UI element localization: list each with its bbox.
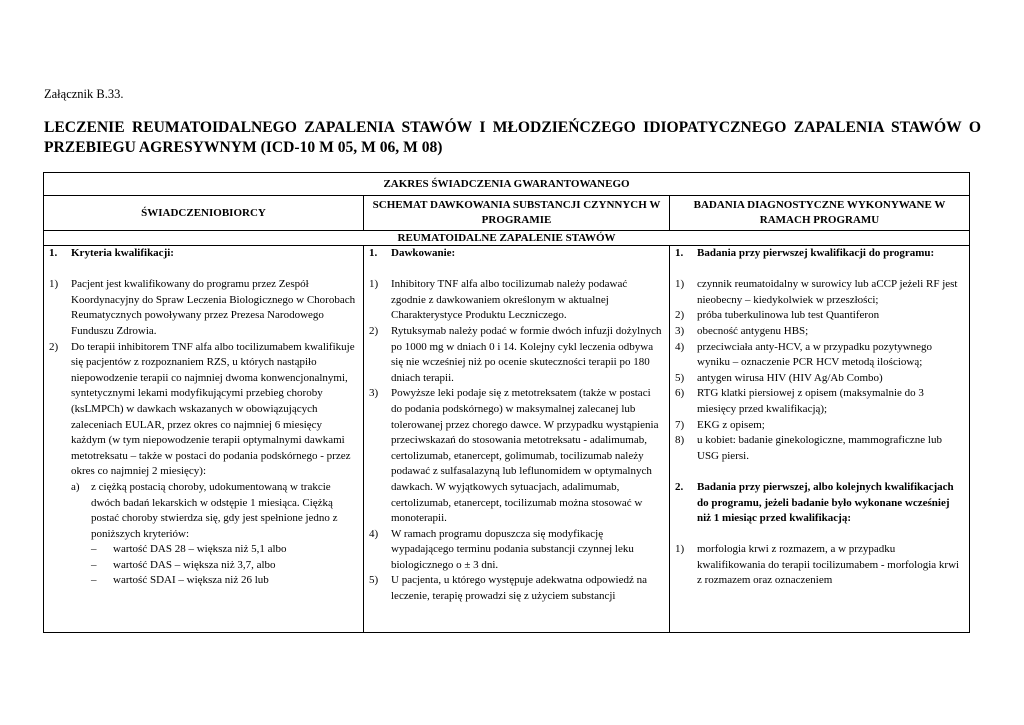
list-text: W ramach programu dopuszcza się modyfikację wypadającego terminu podania substancji czynnej leku biologicznego o ± 3 dni.	[391, 527, 634, 571]
list-text: Badania przy pierwszej, albo kolejnych kwalifikacjach do programu, jeżeli badanie było wykonane wcześniej niż 1 miesiąc przed kwalifikacją:	[697, 480, 954, 525]
list-text: Inhibitory TNF alfa albo tocilizumab należy podawać zgodnie z dawkowaniem określonym w aktualnej Charakterystyce Produktu Leczniczego.	[391, 278, 628, 322]
list-number: 8)	[675, 434, 685, 447]
list-item	[675, 277, 964, 308]
list-text: U pacjenta, u którego występuje adekwatna odpowiedź na leczenie, terapię prowadzi się z użyciem substancji	[391, 574, 647, 603]
list-text: przeciwciała anty-HCV, a w przypadku pozytywnego wyniku – oznaczenie PCR HCV metodą ilościową;	[697, 340, 932, 369]
column-header-diagnostics: BADANIA DIAGNOSTYCZNE WYKONYWANE W RAMACH PROGRAMU	[670, 196, 970, 231]
list-number: 1.	[49, 247, 58, 259]
beneficiaries-cell	[44, 246, 364, 633]
dash-symbol: –	[91, 543, 97, 556]
list-text: Dawkowanie:	[391, 247, 456, 259]
first-qualification-heading	[675, 246, 964, 262]
list-text: czynnik reumatoidalny w surowicy lub aCCP jeżeli RF jest nieobecny – kiedykolwiek w przeszłości;	[697, 278, 958, 306]
list-number: 1.	[675, 247, 684, 259]
list-number: 7)	[675, 418, 685, 431]
diagnostics-cell	[670, 246, 970, 633]
criteria-heading	[49, 246, 358, 262]
dash-symbol: –	[91, 558, 97, 571]
list-number: 1)	[49, 278, 59, 291]
list-item	[675, 371, 964, 387]
list-item	[369, 527, 664, 574]
scope-header-row	[44, 173, 970, 196]
section-header: REUMATOIDALNE ZAPALENIE STAWÓW	[44, 231, 970, 246]
list-text: Badania przy pierwszej kwalifikacji do programu:	[697, 247, 935, 259]
list-text: EKG z opisem;	[697, 418, 765, 431]
column-header-beneficiaries: ŚWIADCZENIOBIORCY	[44, 196, 364, 231]
list-item	[675, 542, 964, 589]
list-item	[675, 433, 964, 464]
document-title: LECZENIE REUMATOIDALNEGO ZAPALENIA STAWÓW I MŁODZIEŃCZEGO IDIOPATYCZNEGO ZAPALENIA STAWÓW O PRZEBIEGU AGRESYWNYM (ICD-10 M 05, M 06, M 08)	[44, 119, 981, 156]
list-number: 1)	[675, 543, 685, 556]
list-item	[49, 340, 358, 480]
list-text: obecność antygenu HBS;	[697, 324, 809, 337]
list-text: u kobiet: badanie ginekologiczne, mammograficzne lub USG piersi.	[697, 434, 942, 462]
list-number: 2)	[369, 324, 379, 337]
list-item	[49, 277, 358, 339]
list-number: 1.	[369, 247, 378, 259]
list-number: 2)	[675, 309, 685, 322]
dash-item	[49, 542, 358, 558]
list-number: 1)	[675, 278, 685, 291]
dash-item	[49, 573, 358, 589]
list-text: Do terapii inhibitorem TNF alfa albo tocilizumabem kwalifikuje się pacjentów z rozpoznaniem RZS, u których nastąpiło niepowodzenie terapii co najmniej dwoma konwencjonalnymi, syntetycznymi lekami modyfikującymi przebieg choroby (ksLMPCh) w dawkach wskazanych w obowiązujących zaleceniach EULAR, przez okres co najmniej 6 miesięcy każdym (w tym niepowodzenie terapii optymalnymi dawkami metotreksatu – także w postaci do podania podskórnego - przez okres co najmniej 2 miesięcy):	[71, 340, 355, 478]
list-number: 5)	[675, 371, 685, 384]
list-text: Pacjent jest kwalifikowany do programu przez Zespół Koordynacyjny do Spraw Leczenia Biologicznego w Chorobach Reumatycznych powoływany przez Prezesa Narodowego Funduszu Zdrowia.	[71, 278, 356, 337]
scope-header: ZAKRES ŚWIADCZENIA GWARANTOWANEGO	[44, 173, 970, 196]
list-text: wartość DAS – większa niż 3,7, albo	[113, 558, 276, 571]
sub-list-item	[49, 480, 358, 542]
dosing-heading	[369, 246, 664, 262]
program-table	[43, 172, 970, 633]
list-item	[675, 308, 964, 324]
list-number: 1)	[369, 278, 379, 291]
list-item	[675, 324, 964, 340]
column-header-dosing: SCHEMAT DAWKOWANIA SUBSTANCJI CZYNNYCH W PROGRAMIE	[364, 196, 670, 231]
list-text: z ciężką postacią choroby, udokumentowaną w trakcie dwóch badań lekarskich w odstępie 1 miesiąca. Ciężką postać choroby stwierdza się, gdy jest spełnione jedno z poniższych kryteriów:	[91, 480, 338, 540]
list-text: Kryteria kwalifikacji:	[71, 247, 174, 259]
list-number: 3)	[369, 387, 379, 400]
list-item	[369, 386, 664, 526]
list-item	[675, 340, 964, 371]
list-number: 5)	[369, 574, 379, 587]
list-item	[369, 277, 664, 324]
list-number: 2)	[49, 340, 59, 353]
list-item	[369, 573, 664, 604]
dash-item	[49, 558, 358, 574]
list-text: wartość SDAI – większa niż 26 lub	[113, 574, 269, 587]
list-text: Powyższe leki podaje się z metotreksatem (także w postaci do podania podskórnego) w maksymalnej zalecanej lub tolerowanej przez chorego dawce. W przypadku wystąpienia przeciwskazań do stosowania metotreksatu - adalimumab, certolizumab, etanercept, golimumab, tocilizumab należy podawać z sulfasalazyną lub leflunomidem w optymalnych dawkach. W wyjątkowych sytuacjach, adalimumab, certolizumab, etanercept, tocilizumab można stosować w monoterapii.	[391, 387, 659, 525]
list-text: RTG klatki piersiowej z opisem (maksymalnie do 3 miesięcy przed kwalifikacją);	[697, 387, 924, 415]
column-header-row	[44, 196, 970, 231]
dash-symbol: –	[91, 574, 97, 587]
list-number: 4)	[369, 527, 379, 540]
list-text: Rytuksymab należy podać w formie dwóch infuzji dożylnych po 1000 mg w dniach 0 i 14. Kolejny cykl leczenia odbywa się nie wcześniej niż po ocenie skuteczności terapii po 180 dniach terapii.	[391, 324, 662, 384]
list-text: antygen wirusa HIV (HIV Ag/Ab Combo)	[697, 371, 883, 384]
list-item	[675, 418, 964, 434]
dosing-cell	[364, 246, 670, 633]
list-number: 2.	[675, 480, 684, 493]
list-text: wartość DAS 28 – większa niż 5,1 albo	[113, 543, 287, 556]
subsequent-qualification-heading	[675, 480, 964, 527]
list-number: 4)	[675, 340, 685, 353]
list-text: próba tuberkulinowa lub test Quantiferon	[697, 309, 880, 322]
section-header-row	[44, 231, 970, 246]
list-text: morfologia krwi z rozmazem, a w przypadku kwalifikowania do terapii tocilizumabem - morfologia krwi z rozmazem oraz oznaczeniem	[697, 543, 960, 587]
annex-label: Załącznik B.33.	[44, 87, 124, 101]
list-item	[675, 386, 964, 417]
content-row	[44, 246, 970, 633]
list-number: a)	[71, 480, 80, 493]
list-item	[369, 324, 664, 386]
list-number: 3)	[675, 324, 685, 337]
list-number: 6)	[675, 387, 685, 400]
